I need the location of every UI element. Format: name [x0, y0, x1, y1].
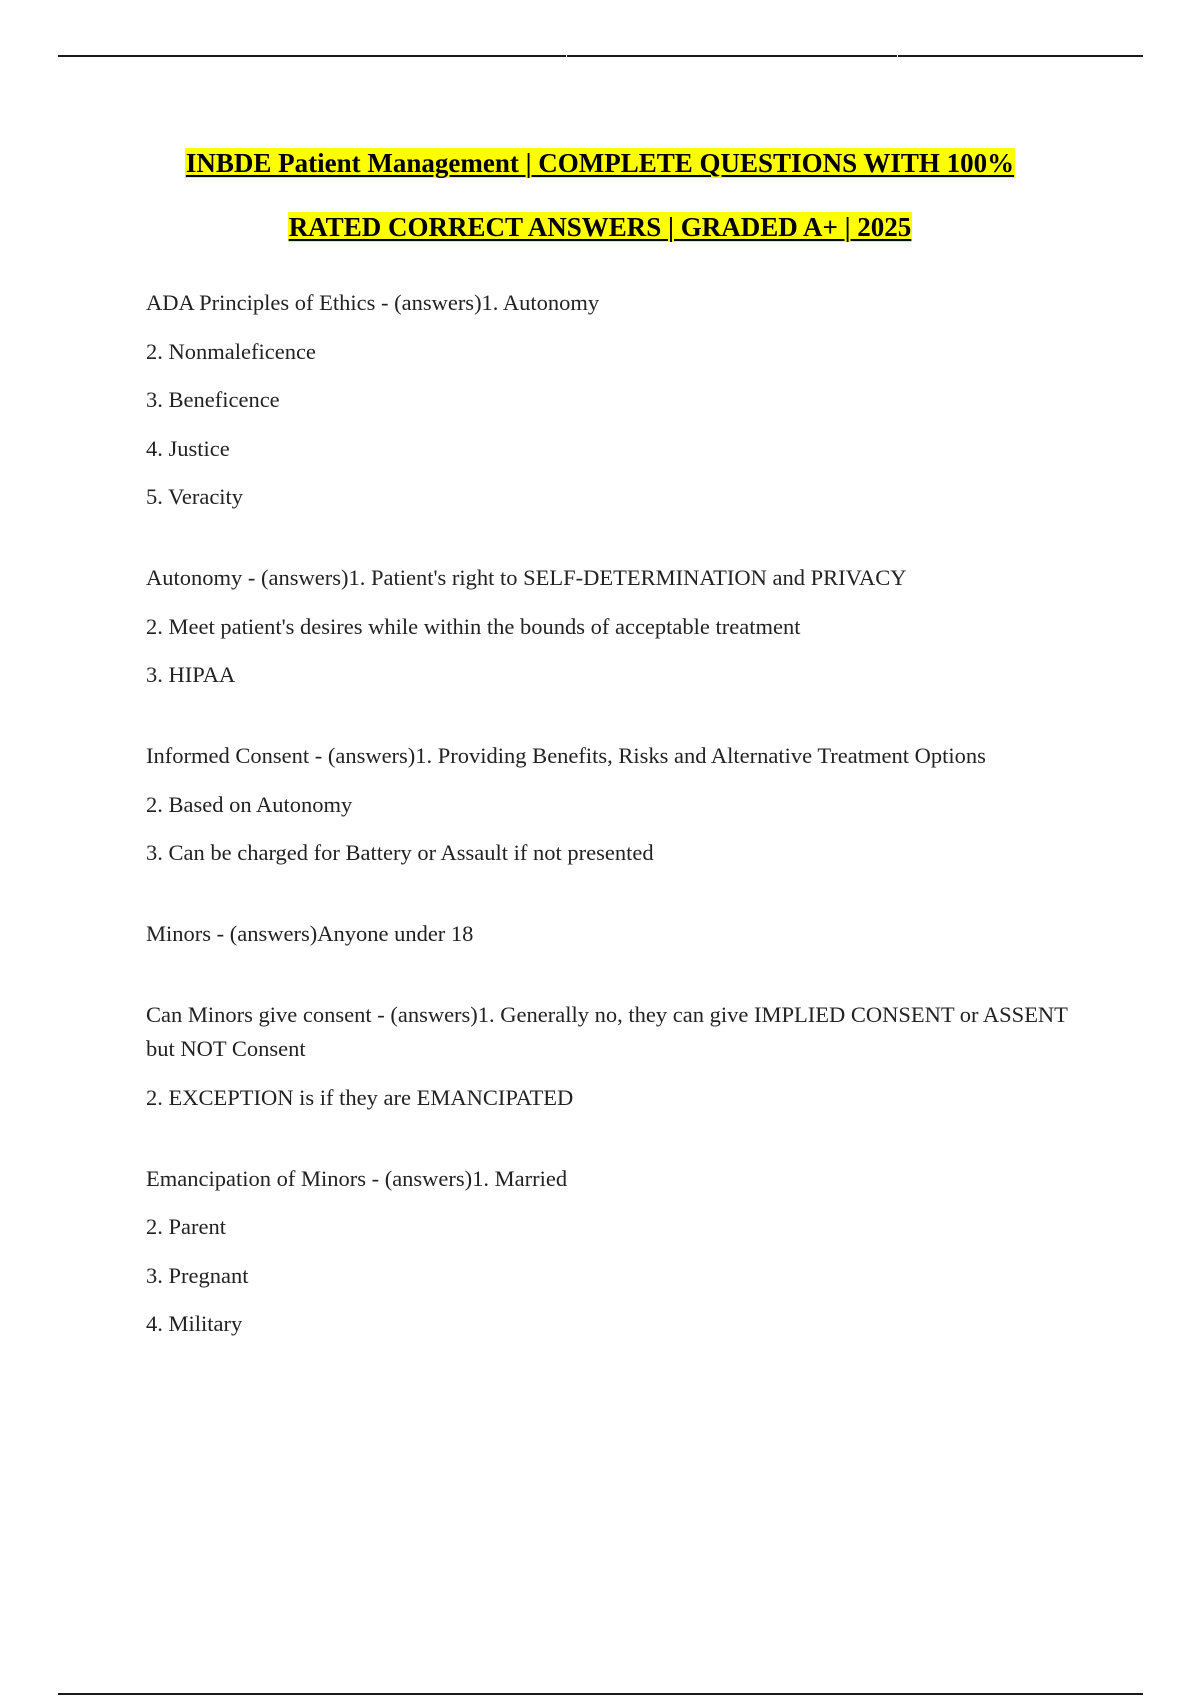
qa-line: Minors - (answers)Anyone under 18 — [146, 921, 474, 946]
qa-line: ADA Principles of Ethics - (answers)1. Autonomy — [146, 290, 600, 315]
document-title-line-1 — [0, 146, 1200, 180]
qa-entry — [146, 917, 1076, 951]
header-rule-left — [58, 55, 566, 57]
qa-line: 3. Can be charged for Battery or Assault if not presented — [146, 840, 654, 865]
document-title-line-2 — [0, 210, 1200, 244]
qa-line: 2. EXCEPTION is if they are EMANCIPATED — [146, 1084, 574, 1110]
qa-line: 3. Beneficence — [146, 387, 280, 412]
qa-line: 2. Based on Autonomy — [146, 791, 353, 817]
header-rule-right — [898, 55, 1143, 57]
qa-entry — [146, 998, 1076, 1115]
title-highlight-2: RATED CORRECT ANSWERS | GRADED A+ | 2025 — [288, 212, 912, 242]
qa-line: 2. Nonmaleficence — [146, 338, 316, 364]
qa-line: Emancipation of Minors - (answers)1. Married — [146, 1165, 568, 1191]
qa-entry — [146, 286, 1076, 514]
qa-line: 4. Military — [146, 1311, 243, 1336]
qa-line: Can Minors give consent - (answers)1. Generally no, they can give IMPLIED CONSENT or ASSENT but NOT Consent — [146, 1002, 1068, 1061]
header-rule-middle — [567, 55, 897, 57]
qa-list — [146, 286, 1076, 1388]
qa-line: 2. Meet patient's desires while within the bounds of acceptable treatment — [146, 613, 801, 639]
qa-line: 4. Justice — [146, 435, 230, 461]
qa-line: 5. Veracity — [146, 484, 244, 509]
qa-line: Autonomy - (answers)1. Patient's right to SELF-DETERMINATION and PRIVACY — [146, 565, 907, 590]
footer-rule — [58, 1693, 1143, 1695]
qa-entry — [146, 1162, 1076, 1342]
title-highlight-1: INBDE Patient Management | COMPLETE QUESTIONS WITH 100% — [185, 148, 1015, 178]
qa-line: 3. HIPAA — [146, 662, 236, 687]
qa-entry — [146, 739, 1076, 870]
qa-line: 3. Pregnant — [146, 1262, 249, 1288]
qa-line: Informed Consent - (answers)1. Providing Benefits, Risks and Alternative Treatment Options — [146, 743, 986, 768]
qa-entry — [146, 561, 1076, 692]
qa-line: 2. Parent — [146, 1214, 226, 1239]
